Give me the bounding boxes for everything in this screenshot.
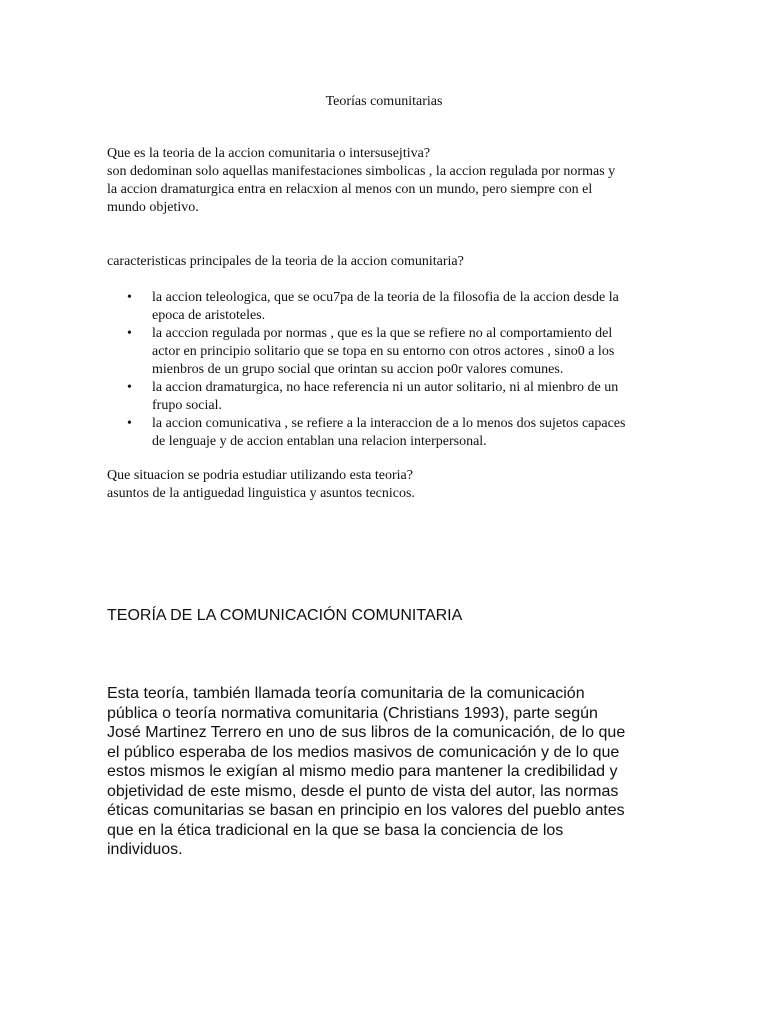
bullet-icon: • — [127, 416, 132, 431]
body-line: José Martinez Terrero en uno de sus libros de la comunicación, de lo que — [107, 724, 626, 741]
list-item-line: epoca de aristoteles. — [152, 308, 266, 323]
question-block-3 — [107, 467, 667, 503]
list-item-line: la accion comunicativa , se refiere a la interaccion de a lo menos dos sujetos capaces — [152, 416, 626, 431]
answer-line: mundo objetivo. — [107, 200, 199, 215]
section-heading: TEORÍA DE LA COMUNICACIÓN COMUNITARIA — [107, 607, 463, 624]
list-item-line: actor en principio solitario que se topa en su entorno con otros actores , sino0 a los — [152, 344, 615, 359]
body-line: que en la ética tradicional en la que se basa la conciencia de los — [107, 821, 564, 839]
list-item-line: frupo social. — [152, 398, 222, 413]
body-line: el público esperaba de los medios masivos de comunicación y de lo que — [107, 743, 620, 761]
body-line: individuos. — [107, 841, 183, 858]
list-item — [107, 289, 667, 325]
answer-line: son dedominan solo aquellas manifestaciones simbolicas , la accion regulada por normas y — [107, 164, 616, 179]
list-item-line: la acccion regulada por normas , que es la que se refiere no al comportamiento del — [152, 326, 613, 341]
list-item-line: mienbros de un grupo social que orintan su accion po0r valores comunes. — [152, 362, 564, 377]
question-text: Que es la teoria de la accion comunitaria o intersusejtiva? — [107, 146, 431, 161]
body-line: estos mismos le exigían al mismo medio para mantener la credibilidad y — [107, 763, 618, 780]
body-line: éticas comunitarias se basan en principio en los valores del pueblo antes — [107, 802, 625, 819]
question-block-1 — [107, 145, 667, 217]
body-line: pública o teoría normativa comunitaria (Christians 1993), parte según — [107, 704, 598, 722]
bullet-icon: • — [127, 326, 132, 341]
answer-line: asuntos de la antiguedad linguistica y asuntos tecnicos. — [107, 486, 415, 501]
list-item-line: la accion teleologica, que se ocu7pa de la teoria de la filosofia de la accion desde la — [152, 290, 619, 305]
answer-line: la accion dramaturgica entra en relacxion al menos con un mundo, pero siempre con el — [107, 182, 593, 197]
page-title: Teorías comunitarias — [325, 94, 443, 109]
list-item — [107, 379, 667, 415]
question-text: caracteristicas principales de la teoria de la accion comunitaria? — [107, 254, 464, 269]
bullet-icon: • — [127, 380, 132, 395]
section-body — [107, 684, 667, 860]
body-line: objetividad de este mismo, desde el punto de vista del autor, las normas — [107, 782, 619, 800]
bullet-icon: • — [127, 290, 132, 305]
list-item-line: de lenguaje y de accion entablan una relacion interpersonal. — [152, 434, 487, 449]
question-text: Que situacion se podria estudiar utilizando esta teoria? — [107, 468, 413, 483]
list-item — [107, 325, 667, 379]
question-block-2 — [107, 253, 667, 271]
list-item — [107, 415, 667, 451]
body-line: Esta teoría, también llamada teoría comunitaria de la comunicación — [107, 685, 585, 702]
characteristics-list — [107, 289, 667, 451]
list-item-line: la accion dramaturgica, no hace referencia ni un autor solitario, ni al mienbro de un — [152, 380, 619, 395]
